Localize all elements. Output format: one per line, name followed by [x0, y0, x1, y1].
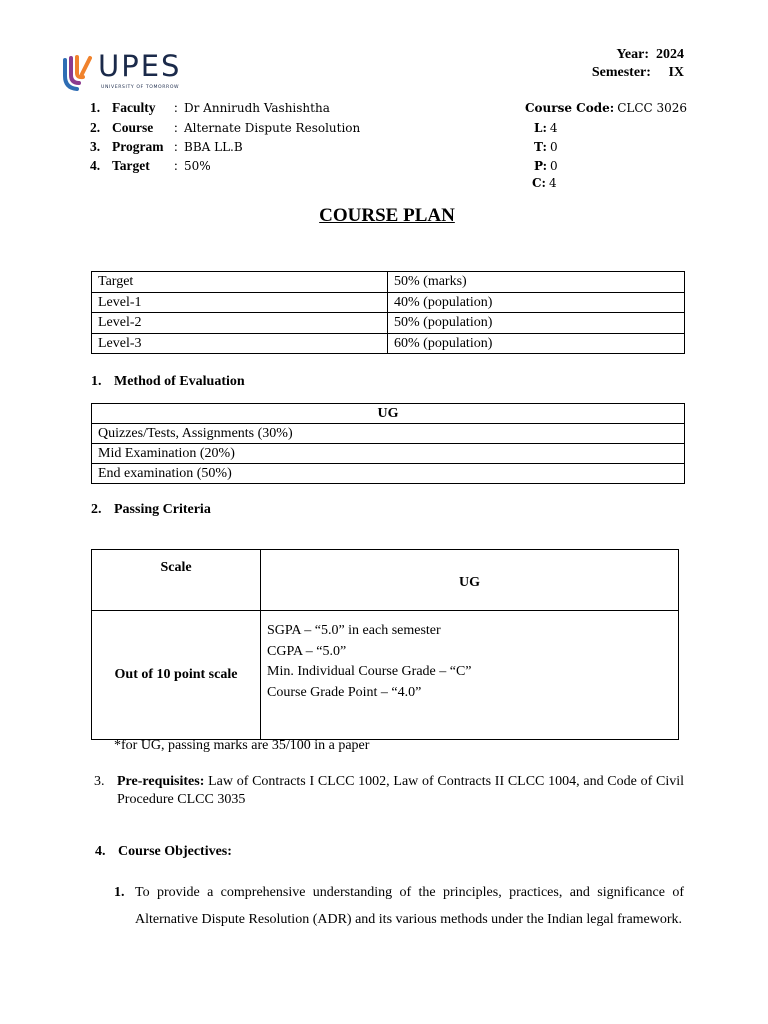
prerequisites — [94, 773, 684, 809]
info-colon: : — [174, 139, 178, 154]
info-target — [90, 156, 211, 175]
info-number: 3. — [90, 139, 101, 154]
info-label: Target — [112, 158, 150, 173]
section-title: Course Objectives: — [118, 844, 232, 859]
objective-number: 1. — [114, 885, 125, 900]
course-code-label: Course Code: — [525, 101, 615, 115]
target-table — [91, 271, 685, 354]
course-code-value: CLCC 3026 — [617, 101, 688, 115]
info-colon: : — [174, 100, 178, 115]
info-label: Course — [112, 120, 154, 135]
info-colon: : — [174, 120, 178, 135]
criteria-cell — [261, 611, 679, 740]
course-l-label: L: — [534, 121, 547, 135]
info-value: Alternate Dispute Resolution — [184, 121, 361, 135]
table-header-row — [92, 404, 685, 424]
prerequisites-body — [117, 773, 684, 809]
semester-line — [592, 65, 684, 81]
table-row — [92, 611, 679, 740]
course-p-value: 0 — [550, 159, 558, 173]
upes-logo-mark-icon — [62, 54, 96, 92]
year-line — [616, 47, 684, 63]
table-header-cell: UG — [261, 550, 679, 611]
info-value: Dr Annirudh Vashishtha — [184, 101, 330, 115]
upes-logo — [62, 49, 182, 96]
semester-label: Semester: — [591, 65, 651, 80]
info-faculty — [90, 98, 330, 117]
table-row — [92, 333, 685, 354]
criteria-line: Min. Individual Course Grade – “C” — [267, 664, 472, 679]
year-value: 2024 — [656, 47, 684, 62]
course-p — [534, 158, 558, 175]
logo-wordmark: UPES — [98, 49, 182, 83]
course-c-value: 4 — [548, 176, 557, 190]
info-colon: : — [174, 158, 178, 173]
course-l-value: 4 — [549, 121, 558, 135]
table-header-row — [92, 550, 679, 611]
table-row — [92, 313, 685, 334]
page-title: COURSE PLAN — [319, 205, 455, 226]
info-value: BBA LL.B — [184, 140, 243, 154]
logo-tagline: UNIVERSITY OF TOMORROW — [101, 85, 180, 90]
table-cell: End examination (50%) — [92, 464, 685, 484]
info-course — [90, 118, 360, 137]
scale-cell: Out of 10 point scale — [92, 611, 261, 740]
section-title: Method of Evaluation — [114, 374, 245, 389]
semester-value: IX — [668, 65, 684, 80]
course-c — [532, 175, 557, 192]
section-heading-passing — [91, 502, 211, 518]
prerequisites-text: Law of Contracts I CLCC 1002, Law of Contracts II CLCC 1004, and Code of Civil Procedure CLCC 3035 — [117, 774, 684, 807]
table-cell: 40% (population) — [388, 292, 685, 313]
table-row — [92, 444, 685, 464]
course-code — [525, 100, 687, 117]
section-number: 2. — [91, 502, 102, 517]
section-heading-objectives — [95, 844, 232, 860]
course-t-label: T: — [534, 140, 547, 154]
info-value: 50% — [184, 159, 211, 173]
objective-text: To provide a comprehensive understanding of the principles, practices, and significance of Alternative Dispute Resolution (ADR) and its various methods under the Indian legal framework. — [135, 885, 684, 927]
table-cell: Quizzes/Tests, Assignments (30%) — [92, 424, 685, 444]
passing-note: *for UG, passing marks are 35/100 in a paper — [114, 738, 370, 753]
section-heading-evaluation — [91, 374, 245, 390]
section-number: 1. — [91, 374, 102, 389]
table-header-cell: Scale — [92, 550, 261, 611]
info-label: Faculty — [112, 100, 156, 115]
criteria-line: Course Grade Point – “4.0” — [267, 684, 422, 700]
passing-criteria-table — [91, 549, 679, 740]
prerequisites-label: Pre-requisites: — [117, 774, 205, 789]
table-cell: Target — [92, 272, 388, 293]
section-title: Passing Criteria — [114, 502, 211, 517]
table-cell: Level-1 — [92, 292, 388, 313]
table-row — [92, 464, 685, 484]
section-number: 3. — [94, 774, 105, 789]
criteria-line: CGPA – “5.0” — [267, 643, 347, 659]
info-label: Program — [112, 139, 164, 154]
objective-item — [114, 879, 684, 933]
info-number: 1. — [90, 100, 101, 115]
course-p-label: P: — [534, 159, 548, 173]
table-row — [92, 292, 685, 313]
course-l — [534, 120, 558, 137]
table-cell: Mid Examination (20%) — [92, 444, 685, 464]
info-number: 4. — [90, 158, 101, 173]
table-header-cell: UG — [92, 404, 685, 424]
info-number: 2. — [90, 120, 101, 135]
table-cell: Level-3 — [92, 333, 388, 354]
table-cell: 60% (population) — [388, 333, 685, 354]
info-program — [90, 137, 243, 156]
table-cell: Level-2 — [92, 313, 388, 334]
year-label: Year: — [616, 47, 649, 62]
table-cell: 50% (population) — [388, 313, 685, 334]
section-number: 4. — [95, 844, 106, 859]
course-t-value: 0 — [549, 140, 558, 154]
course-t — [534, 139, 558, 156]
table-cell: 50% (marks) — [388, 272, 685, 293]
evaluation-table — [91, 403, 685, 484]
table-row — [92, 424, 685, 444]
course-c-label: C: — [532, 176, 546, 190]
criteria-line: SGPA – “5.0” in each semester — [267, 623, 441, 638]
table-row — [92, 272, 685, 293]
